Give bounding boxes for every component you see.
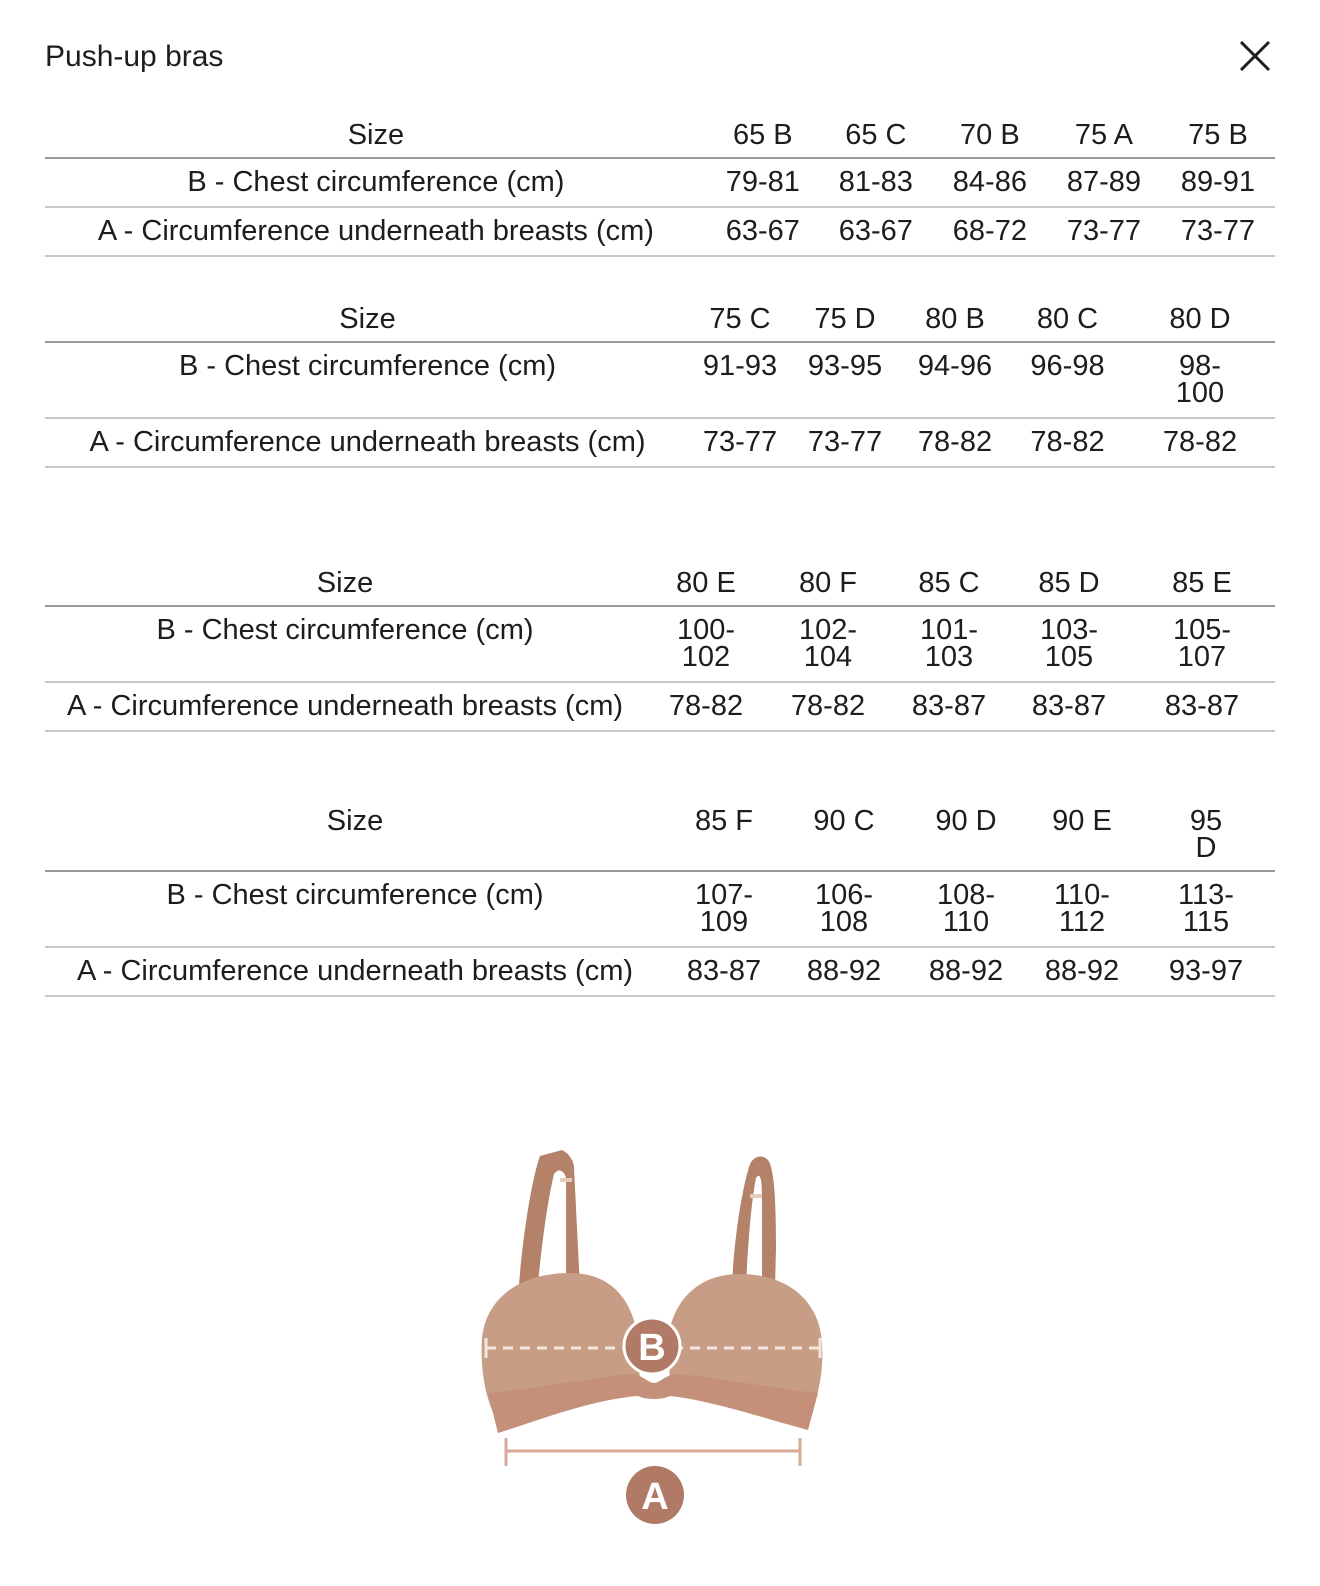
underbust-cell: 73-77 (702, 426, 778, 458)
underbust-row (45, 947, 1275, 996)
size-cell: 95 D (1189, 805, 1223, 864)
chest-cell: 79-81 (725, 166, 800, 198)
size-cell: 90 C (813, 805, 875, 837)
chest-cell: 93-95 (807, 350, 883, 382)
underbust-cell: 68-72 (952, 215, 1027, 247)
size-cell: 90 E (1052, 805, 1112, 837)
size-row-label: Size (316, 567, 374, 599)
underbust-cell: 78-82 (668, 690, 744, 722)
size-cell: 85 D (1038, 567, 1100, 599)
measurement-diagram (470, 1138, 840, 1538)
underbust-cell: 83-87 (1031, 690, 1107, 722)
underbust-cell: 73-77 (1180, 215, 1256, 247)
chest-cell: 108-110 (936, 879, 996, 938)
underbust-row (45, 207, 1275, 256)
size-cell: 75 A (1074, 119, 1133, 151)
size-table-1 (45, 112, 1275, 257)
chest-cell: 101-103 (919, 614, 979, 673)
chest-row-label: B - Chest circumference (cm) (178, 350, 557, 382)
size-table-3 (45, 560, 1275, 732)
chest-cell: 113-115 (1178, 879, 1234, 938)
size-table-4 (45, 798, 1275, 997)
right-strap (732, 1157, 776, 1288)
chest-cell: 106-108 (814, 879, 874, 938)
chest-cell: 110-112 (1054, 879, 1110, 938)
underbust-row (45, 418, 1275, 467)
chest-row (45, 606, 1275, 682)
size-cell: 80 D (1169, 303, 1231, 335)
size-row (45, 296, 1275, 342)
chest-cell: 103-105 (1039, 614, 1099, 673)
left-strap-slider (560, 1178, 572, 1182)
underbust-cell: 78-82 (917, 426, 993, 458)
size-cell: 80 F (798, 567, 858, 599)
underbust-row-label: A - Circumference underneath breasts (cm) (76, 955, 634, 987)
underbust-cell: 73-77 (1066, 215, 1141, 247)
underbust-cell: 88-92 (806, 955, 882, 987)
size-cell: 80 C (1036, 303, 1099, 335)
size-cell: 80 B (925, 303, 985, 335)
chest-row (45, 158, 1275, 207)
marker-b-label: B (638, 1327, 666, 1369)
size-table-2 (45, 296, 1275, 468)
chest-row-label: B - Chest circumference (cm) (156, 614, 534, 646)
chest-cell: 94-96 (917, 350, 993, 382)
size-cell: 65 C (845, 119, 907, 151)
chest-cell: 81-83 (838, 166, 913, 198)
underbust-cell: 63-67 (725, 215, 800, 247)
size-cell: 85 E (1172, 567, 1232, 599)
marker-a-label: A (641, 1476, 669, 1518)
size-row (45, 112, 1275, 158)
close-icon (1235, 36, 1275, 76)
chest-row-label: B - Chest circumference (cm) (187, 166, 565, 198)
modal-header (45, 36, 1275, 82)
size-cell: 90 D (935, 805, 997, 837)
underbust-cell: 88-92 (1044, 955, 1120, 987)
underbust-cell: 83-87 (1164, 690, 1240, 722)
chest-cell: 100-102 (676, 614, 736, 673)
chest-cell: 105-107 (1172, 614, 1232, 673)
underbust-cell: 78-82 (1162, 426, 1238, 458)
chest-row-label: B - Chest circumference (cm) (166, 879, 544, 911)
size-row-label: Size (339, 303, 396, 335)
chest-row (45, 342, 1275, 418)
chest-cell: 91-93 (702, 350, 778, 382)
chest-cell: 84-86 (952, 166, 1027, 198)
chest-row (45, 871, 1275, 947)
underbust-cell: 83-87 (686, 955, 762, 987)
bra-measurement-illustration (470, 1138, 840, 1538)
size-row-label: Size (326, 805, 384, 837)
chest-cell: 89-91 (1180, 166, 1256, 198)
chest-cell: 107-109 (694, 879, 754, 938)
size-row (45, 560, 1275, 606)
underbust-cell: 93-97 (1168, 955, 1244, 987)
underbust-row-label: A - Circumference underneath breasts (cm) (89, 426, 646, 458)
size-cell: 85 C (918, 567, 980, 599)
size-cell: 80 E (676, 567, 736, 599)
underbust-cell: 63-67 (838, 215, 913, 247)
underbust-cell: 83-87 (911, 690, 987, 722)
underbust-row-label: A - Circumference underneath breasts (cm) (97, 215, 654, 247)
close-button[interactable] (1235, 36, 1275, 76)
right-strap-slider (750, 1194, 762, 1198)
size-cell: 70 B (960, 119, 1020, 151)
size-cell: 75 C (709, 303, 771, 335)
chest-cell: 96-98 (1030, 350, 1105, 382)
underbust-cell: 78-82 (1030, 426, 1105, 458)
underbust-cell: 73-77 (807, 426, 883, 458)
underbust-row (45, 682, 1275, 731)
underbust-cell: 88-92 (928, 955, 1004, 987)
size-row (45, 798, 1275, 871)
size-row-label: Size (347, 119, 405, 151)
size-cell: 75 D (814, 303, 876, 335)
page-title: Push-up bras (45, 40, 224, 73)
chest-cell: 87-89 (1066, 166, 1141, 198)
size-cell: 65 B (732, 119, 793, 151)
underbust-row-label: A - Circumference underneath breasts (cm) (66, 690, 624, 722)
size-cell: 85 F (694, 805, 754, 837)
chest-cell: 98-100 (1175, 350, 1225, 409)
chest-cell: 102-104 (798, 614, 858, 673)
underbust-cell: 78-82 (790, 690, 866, 722)
size-cell: 75 B (1188, 119, 1248, 151)
